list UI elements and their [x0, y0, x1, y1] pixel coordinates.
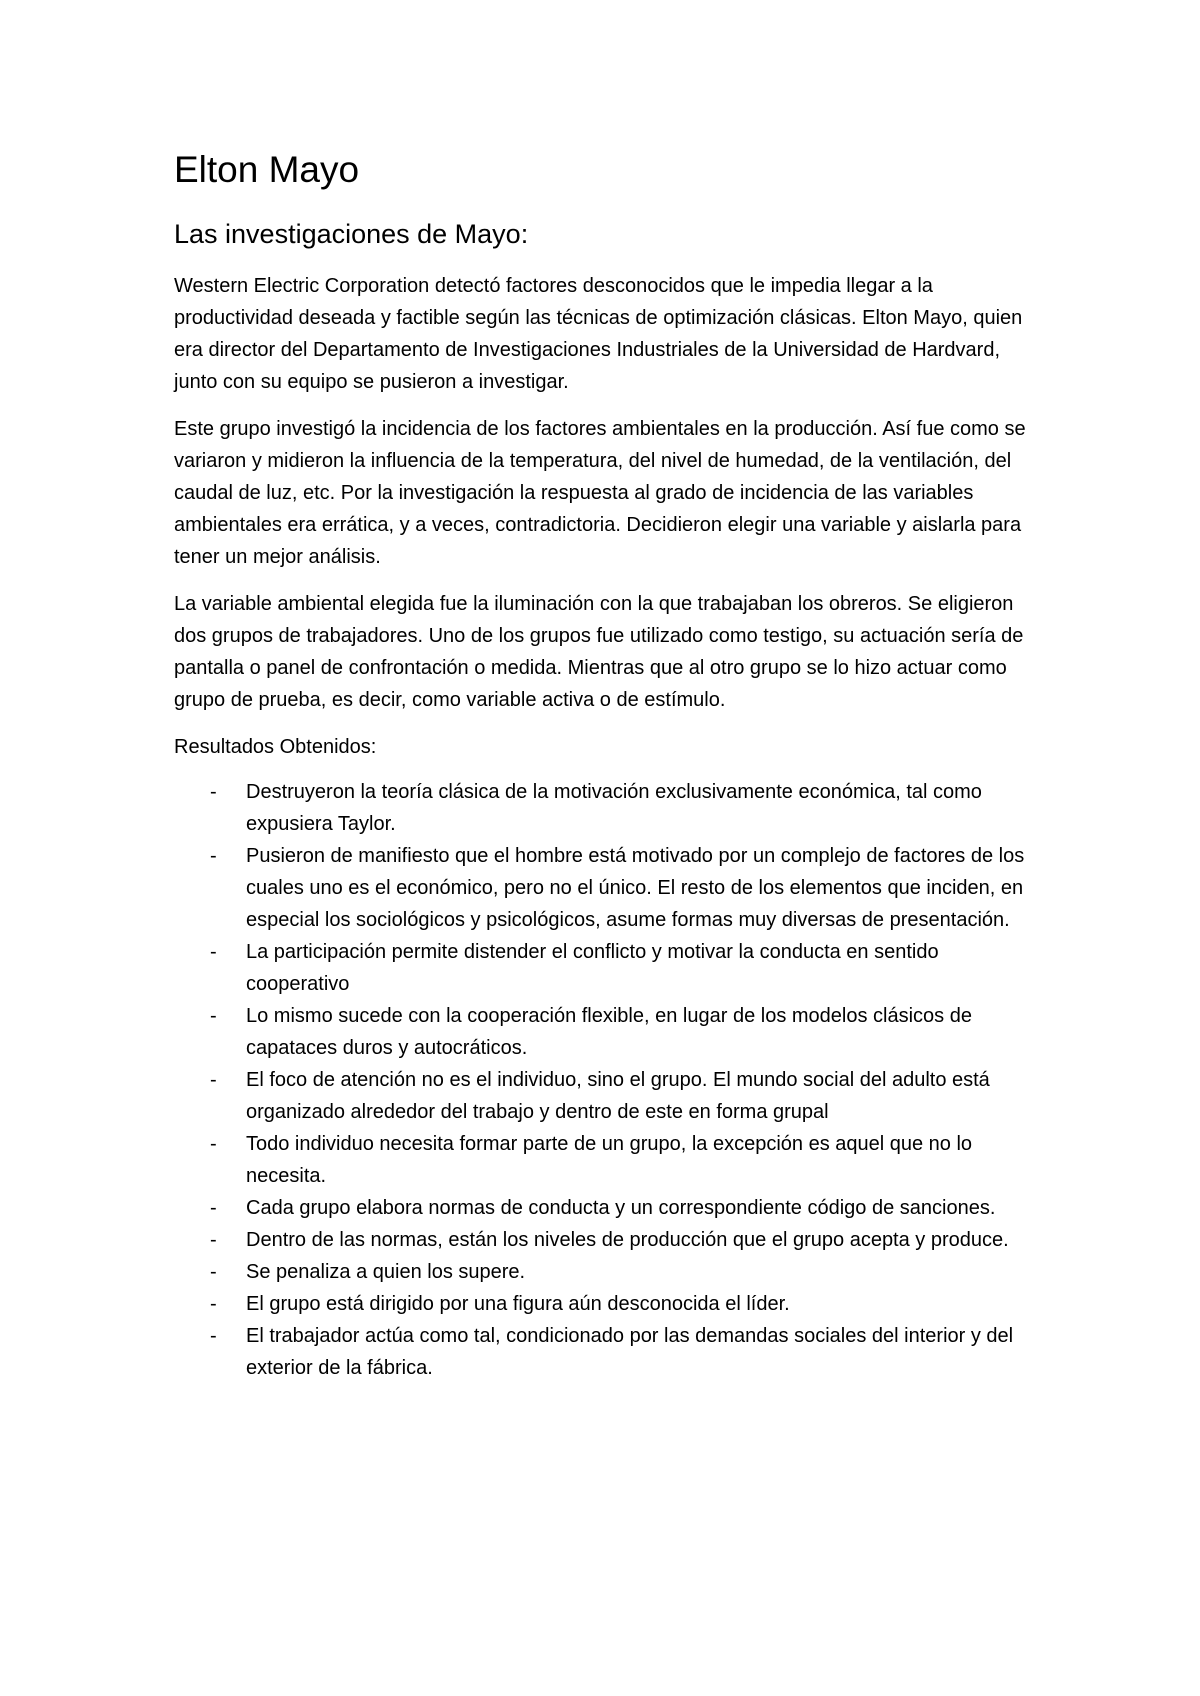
list-item — [174, 1256, 1040, 1288]
bullet-dash: - — [210, 1293, 217, 1315]
page-title: Elton Mayo — [174, 149, 360, 190]
list-item-text: Se penaliza a quien los supere. — [246, 1261, 526, 1283]
paragraph-western-electric: Western Electric Corporation detectó factores desconocidos que le impedia llegar a la productividad deseada y factible según las técnicas de optimización clásicas. Elton Mayo, quien era director del Departamento de Investigaciones Industriales de la Universidad de Hardvard, junto con su equipo se pusieron a investigar. — [174, 275, 1023, 393]
bullet-dash: - — [210, 1005, 217, 1027]
list-item — [174, 1320, 1040, 1384]
bullet-dash: - — [210, 1325, 217, 1347]
list-item — [174, 936, 1040, 1000]
document-page — [174, 146, 1040, 1384]
bullet-dash: - — [210, 1197, 217, 1219]
results-list — [174, 776, 1040, 1384]
bullet-dash: - — [210, 845, 217, 867]
section-heading: Las investigaciones de Mayo: — [174, 219, 529, 249]
list-item — [174, 1288, 1040, 1320]
list-item-text: Todo individuo necesita formar parte de un grupo, la excepción es aquel que no lo necesita. — [246, 1133, 973, 1187]
results-heading: Resultados Obtenidos: — [174, 736, 377, 758]
paragraph-factores-ambientales: Este grupo investigó la incidencia de los factores ambientales en la producción. Así fue como se variaron y midieron la influencia de la temperatura, del nivel de humedad, de la ventilación, del caudal de luz, etc. Por la investigación la respuesta al grado de incidencia de las variables ambientales era errática, y a veces, contradictoria. Decidieron elegir una variable y aislarla para tener un mejor análisis. — [174, 418, 1026, 568]
bullet-dash: - — [210, 1229, 217, 1251]
list-item — [174, 1000, 1040, 1064]
list-item — [174, 1128, 1040, 1192]
bullet-dash: - — [210, 1133, 217, 1155]
list-item-text: Destruyeron la teoría clásica de la motivación exclusivamente económica, tal como expusiera Taylor. — [246, 781, 982, 835]
list-item-text: El trabajador actúa como tal, condicionado por las demandas sociales del interior y del exterior de la fábrica. — [246, 1325, 1014, 1379]
list-item — [174, 840, 1040, 936]
list-item-text: Cada grupo elabora normas de conducta y un correspondiente código de sanciones. — [246, 1197, 996, 1219]
list-item-text: El foco de atención no es el individuo, sino el grupo. El mundo social del adulto está organizado alrededor del trabajo y dentro de este en forma grupal — [246, 1069, 990, 1123]
bullet-dash: - — [210, 1069, 217, 1091]
bullet-dash: - — [210, 781, 217, 803]
list-item-text: Lo mismo sucede con la cooperación flexible, en lugar de los modelos clásicos de capataces duros y autocráticos. — [246, 1005, 972, 1059]
list-item-text: La participación permite distender el conflicto y motivar la conducta en sentido cooperativo — [246, 941, 939, 995]
paragraph-iluminacion: La variable ambiental elegida fue la iluminación con la que trabajaban los obreros. Se eligieron dos grupos de trabajadores. Uno de los grupos fue utilizado como testigo, su actuación sería de pantalla o panel de confrontación o medida. Mientras que al otro grupo se lo hizo actuar como grupo de prueba, es decir, como variable activa o de estímulo. — [174, 593, 1024, 711]
list-item-text: El grupo está dirigido por una figura aún desconocida el líder. — [246, 1293, 790, 1315]
bullet-dash: - — [210, 941, 217, 963]
list-item — [174, 1064, 1040, 1128]
list-item — [174, 1224, 1040, 1256]
list-item-text: Dentro de las normas, están los niveles de producción que el grupo acepta y produce. — [246, 1229, 1009, 1251]
list-item-text: Pusieron de manifiesto que el hombre está motivado por un complejo de factores de los cuales uno es el económico, pero no el único. El resto de los elementos que inciden, en especial los sociológicos y psicológicos, asume formas muy diversas de presentación. — [246, 845, 1025, 931]
list-item — [174, 1192, 1040, 1224]
list-item — [174, 776, 1040, 840]
bullet-dash: - — [210, 1261, 217, 1283]
